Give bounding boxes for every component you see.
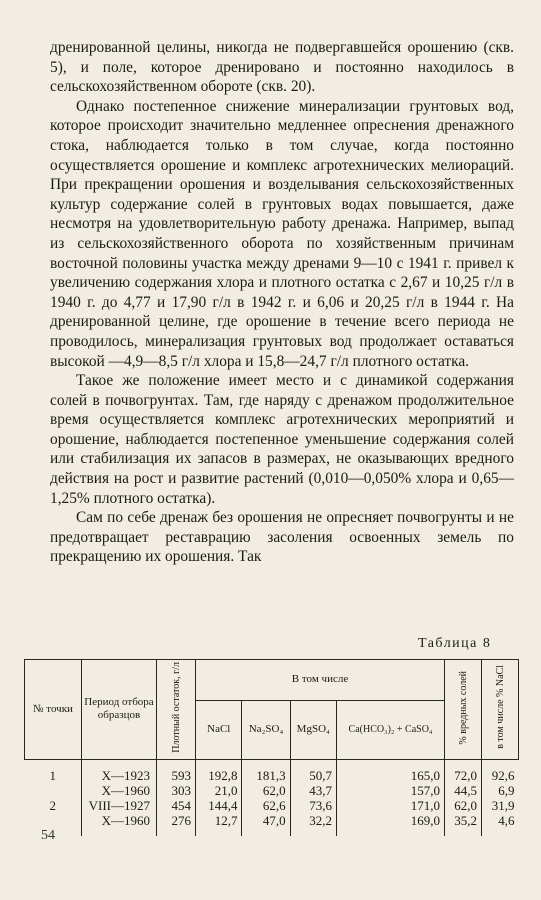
cell-nacl: 21,0 (196, 783, 242, 798)
table-row (25, 813, 519, 836)
cell-harmful: 44,5 (445, 783, 482, 798)
table-caption: Таблица 8 (418, 636, 492, 651)
header-nacl: NaCl (196, 700, 242, 759)
cell-ca: 157,0 (336, 783, 444, 798)
cell-residue: 454 (157, 798, 196, 813)
table-row (25, 798, 519, 813)
salt-composition-table (24, 659, 519, 836)
table-row (25, 783, 519, 798)
cell-mgso4: 73,6 (290, 798, 336, 813)
cell-nacl-pct: 92,6 (482, 759, 519, 783)
cell-nacl-pct: 31,9 (482, 798, 519, 813)
cell-nacl: 192,8 (196, 759, 242, 783)
cell-nacl-pct: 4,6 (482, 813, 519, 836)
cell-mgso4: 43,7 (290, 783, 336, 798)
cell-ca: 171,0 (336, 798, 444, 813)
paragraph-2: Однако постепенное снижение минерализации грунтовых вод, которое происходит значительно медленнее опреснения дренажного стока, наблюдается только в том случае, когда постоянно осуществляется орошение и комплекс агротехнических мелиораций. При прекращении орошения и возделывания сельскохозяйственных культур содержание солей в грунтовых водах повышается, даже несмотря на удовлетворительную работу дренажа. Например, выпад из сельскохозяйственного оборота по хозяйственным причинам восточной половины участка между дренами 9—10 с 1941 г. привел к увеличению содержания хлора и плотного остатка с 2,67 и 10,25 г/л в 1940 г. до 4,77 и 17,90 г/л в 1942 г. и 6,06 и 20,25 г/л в 1944 г. На дренированной целине, где орошение в течение всего периода не проводилось, минерализация грунтовых вод продолжает оставаться высокой —4,9—8,5 г/л хлора и 15,8—24,7 г/л плотного остатка. (50, 97, 514, 370)
cell-period: X—1960 (82, 783, 157, 798)
paragraph-1: дренированной целины, никогда не подвергавшейся орошению (скв. 5), и поле, которое дренировано и постоянно находилось в сельскохозяйственном обороте (скв. 20). (50, 39, 514, 96)
header-harmful-pct (445, 660, 482, 760)
cell-mgso4: 32,2 (290, 813, 336, 836)
cell-residue: 303 (157, 783, 196, 798)
header-nacl-pct (482, 660, 519, 760)
cell-residue: 276 (157, 813, 196, 836)
cell-na2so4: 62,0 (242, 783, 290, 798)
cell-point: 2 (49, 797, 56, 813)
cell-harmful: 72,0 (445, 759, 482, 783)
cell-point: 1 (49, 767, 56, 783)
cell-na2so4: 181,3 (242, 759, 290, 783)
cell-harmful: 35,2 (445, 813, 482, 836)
cell-na2so4: 62,6 (242, 798, 290, 813)
cell-period: X—1960 (82, 813, 157, 836)
header-ca: Ca(HCO₃)₂ + CaSO₄ (336, 700, 444, 759)
body-text (50, 38, 514, 567)
header-dry-residue-label: Плотный остаток, г/л (170, 662, 182, 753)
cell-ca: 169,0 (336, 813, 444, 836)
header-na2so4: Na₂SO₄ (242, 700, 290, 759)
cell-point (25, 783, 82, 798)
header-point-no: № точки (25, 660, 82, 760)
header-dry-residue (157, 660, 196, 760)
header-period: Период отбора образцов (82, 660, 157, 760)
cell-period: X—1923 (82, 759, 157, 783)
header-including: В том числе (196, 660, 445, 701)
paragraph-4: Сам по себе дренаж без орошения не опресняет почвогрунты и не предотвращает реставрацию засоления освоенных земель по прекращению их орошения. Так (50, 509, 514, 566)
header-nacl-pct-label: в том числе % NaCl (494, 665, 506, 750)
header-mgso4: MgSO₄ (290, 700, 336, 759)
cell-nacl: 144,4 (196, 798, 242, 813)
cell-nacl: 12,7 (196, 813, 242, 836)
table-row (25, 759, 519, 783)
page-number: 54 (41, 828, 55, 843)
header-harmful-pct-label: % вредных солей (457, 670, 469, 745)
cell-ca: 165,0 (336, 759, 444, 783)
paragraph-3: Такое же положение имеет место и с динамикой содержания солей в почвогрунтах. Там, где наряду с дренажом продолжительное время осуществляется комплекс агротехнических мероприятий и орошение, наблюдается постепенное уменьшение содержания солей или стабилизация их запасов в размерах, не оказывающих вредного действия на рост и развитие растений (0,010—0,050% хлора и 0,65—1,25% плотного остатка). (50, 372, 514, 507)
cell-period: VIII—1927 (82, 798, 157, 813)
cell-na2so4: 47,0 (242, 813, 290, 836)
cell-mgso4: 50,7 (290, 759, 336, 783)
cell-nacl-pct: 6,9 (482, 783, 519, 798)
cell-residue: 593 (157, 759, 196, 783)
cell-harmful: 62,0 (445, 798, 482, 813)
